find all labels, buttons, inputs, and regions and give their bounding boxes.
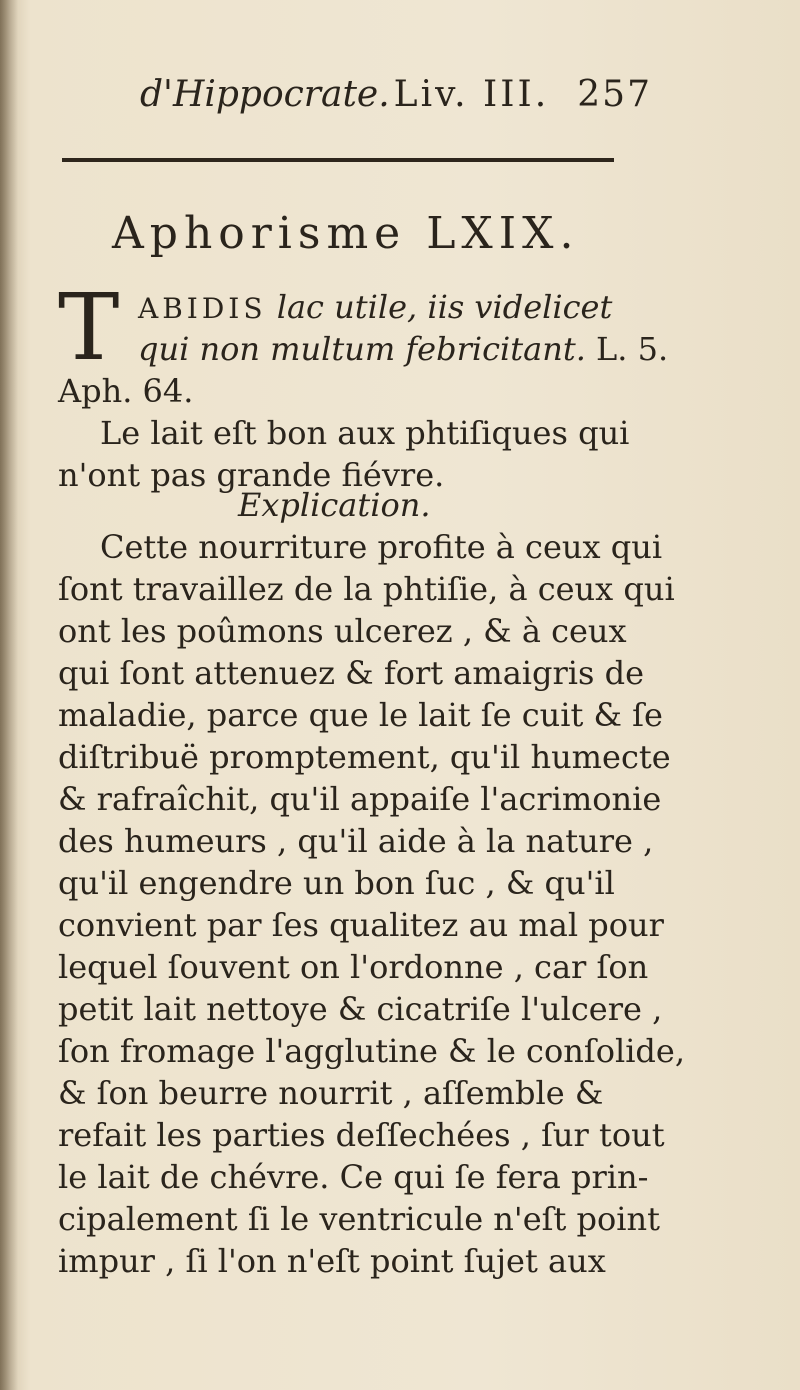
explication-title: Explication.	[238, 486, 431, 524]
body-line: convient par ſes qualitez au mal pour	[58, 906, 664, 944]
body-line: ſont travaillez de la phtiſie, à ceux qui	[58, 570, 675, 608]
aphorism-heading: Aphorisme LXIX.	[112, 208, 580, 259]
aphorism-latin-2: qui non multum febricitant.	[138, 330, 586, 368]
translation-line-2: n'ont pas grande fiévre.	[58, 456, 445, 494]
body-line: le lait de chévre. Ce qui ſe fera prin-	[58, 1158, 649, 1196]
body-line: & ſon beurre nourrit , aſſemble &	[58, 1074, 604, 1112]
body-line: ſon fromage l'agglutine & le conſolide,	[58, 1032, 686, 1070]
body-line: qu'il engendre un bon ſuc , & qu'il	[58, 864, 615, 902]
body-line: & rafraîchit, qu'il appaiſe l'acrimonie	[58, 780, 662, 818]
running-head-title: d'Hippocrate.	[140, 74, 390, 115]
body-line: impur , ſi l'on n'eſt point ſujet aux	[58, 1242, 606, 1280]
aphorism-latin-1: lac utile, iis videlicet	[266, 288, 613, 326]
header-rule	[62, 158, 614, 162]
page-number: 257	[577, 74, 652, 115]
body-line: petit lait nettoye & cicatriſe l'ulcere ,	[58, 990, 663, 1028]
running-head	[140, 74, 660, 124]
body-line: maladie, parce que le lait ſe cuit & ſe	[58, 696, 663, 734]
aphorism-caps: ABIDIS	[138, 292, 267, 325]
aphorism-line-3: Aph. 64.	[58, 372, 194, 410]
body-line: diſtribuë promptement, qu'il humecte	[58, 738, 671, 776]
body-line: Cette nourriture profite à ceux qui	[100, 528, 663, 566]
translation-line-1: Le lait eſt bon aux phtiſiques qui	[100, 414, 630, 452]
aphorism-reference: L. 5.	[585, 330, 669, 368]
spine-shadow	[0, 0, 18, 1390]
body-line: cipalement ſi le ventricule n'eſt point	[58, 1200, 660, 1238]
aphorism-line-1	[138, 288, 612, 326]
drop-cap: T	[58, 274, 120, 381]
aphorism-line-2	[138, 330, 668, 368]
body-line: qui ſont attenuez & fort amaigris de	[58, 654, 645, 692]
body-line: refait les parties deſſechées , ſur tout	[58, 1116, 665, 1154]
body-line: des humeurs , qu'il aide à la nature ,	[58, 822, 654, 860]
body-line: lequel ſouvent on l'ordonne , car ſon	[58, 948, 649, 986]
running-head-book: Liv. III.	[393, 74, 550, 115]
body-line: ont les poûmons ulcerez , & à ceux	[58, 612, 627, 650]
